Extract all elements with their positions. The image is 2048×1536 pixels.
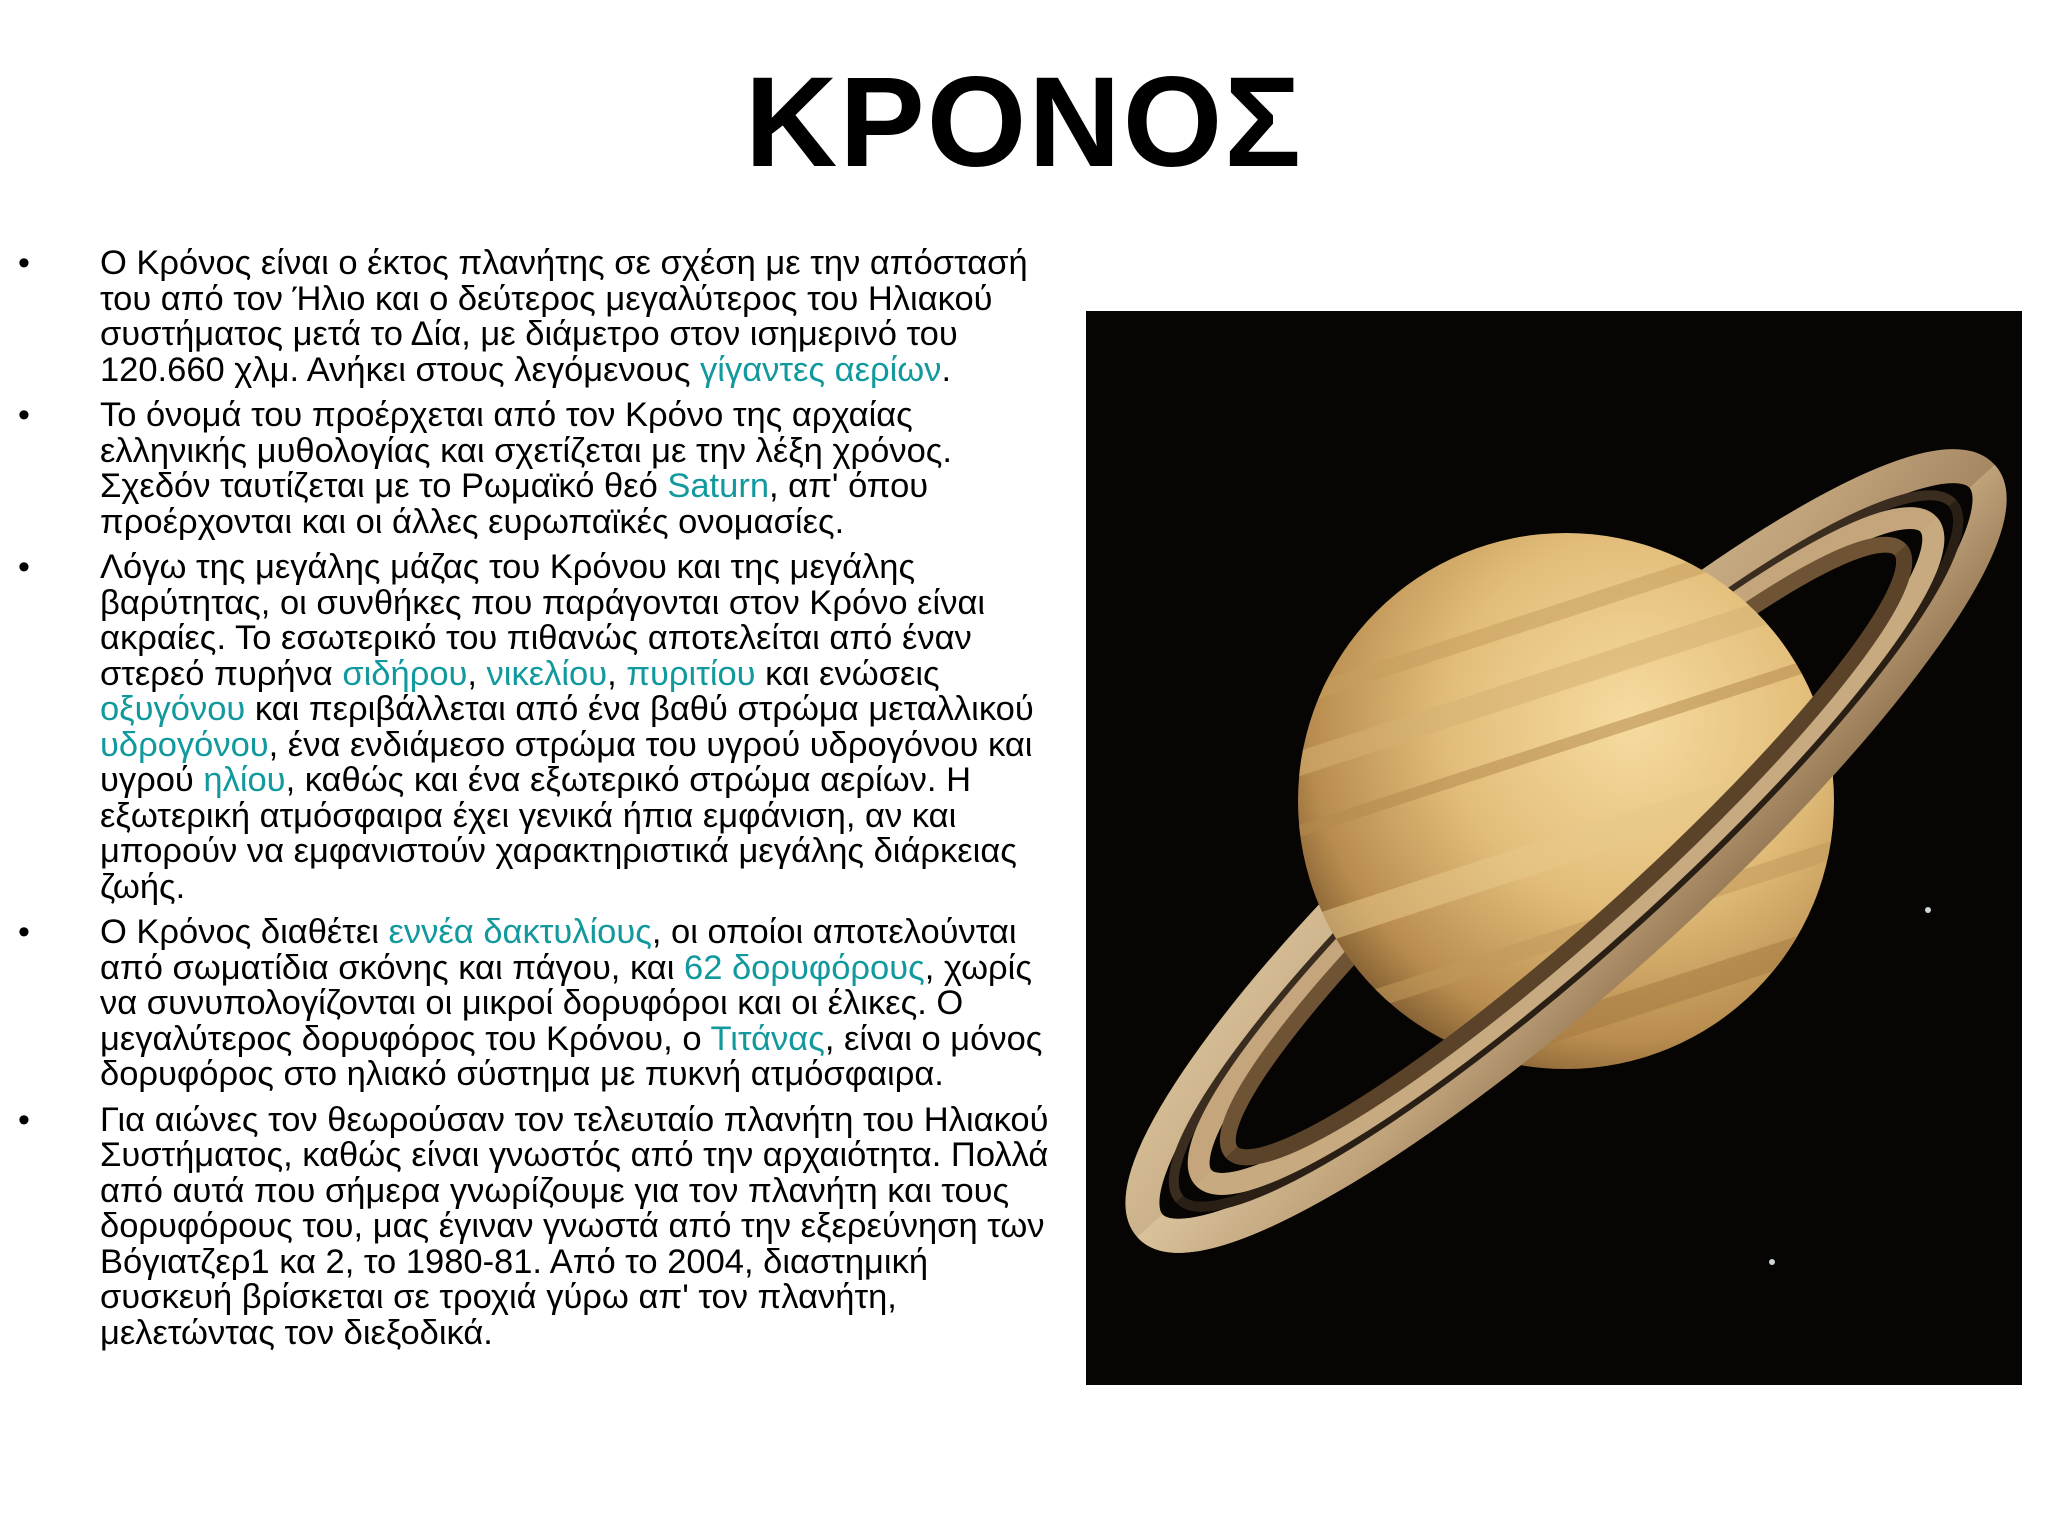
wiki-link[interactable]: εννέα δακτυλίους <box>388 913 652 951</box>
bullet-text: Το όνομά του προέρχεται από τον Κρόνο της αρχαίας ελληνικής μυθολογίας και σχετίζεται με την λέξη χρόνος. Σχεδόν ταυτίζεται με το Ρωμαϊκό θεό <box>100 396 953 505</box>
bullet-text: , καθώς και ένα εξωτερικό στρώμα αερίων. Η εξωτερική ατμόσφαιρα έχει γενικά ήπια εμφάνιση, αν και μπορούν να εμφανιστούν χαρακτηριστικά μεγάλης διάρκειας ζωής. <box>100 761 1017 906</box>
bullet-marker: • <box>18 548 30 586</box>
bullet-text: , χωρίς να συνυπολογίζονται οι μικροί δορυφόροι και οι έλικες. Ο μεγαλύτερος δορυφόρος του Κρόνου, ο <box>100 948 1032 1058</box>
wiki-link[interactable]: γίγαντες αερίων <box>700 350 942 389</box>
saturn-illustration <box>1086 311 2022 1385</box>
bullet-text: Ο Κρόνος είναι ο έκτος πλανήτης σε σχέση με την απόστασή του από τον Ήλιο και ο δεύτερος μεγαλύτερος του Ηλιακού συστήματος μετά το Δία, με διάμετρο στον ισημερινό του 120.660 χλμ. Ανήκει στους λεγόμενους <box>100 244 1028 389</box>
wiki-link[interactable]: σιδήρου <box>342 654 468 693</box>
bullet-marker: • <box>18 396 30 434</box>
bullet-text: , οι οποίοι αποτελούνται από σωματίδια σκόνης και πάγου, και <box>100 913 1017 987</box>
bullet-text: . <box>941 350 952 389</box>
bullet-text: , είναι ο μόνος δορυφόρος στο ηλιακό σύστημα με πυκνή ατμόσφαιρα. <box>100 1019 1043 1093</box>
wiki-link[interactable]: πυριτίου <box>626 654 756 693</box>
wiki-link[interactable]: Τιτάνας <box>710 1019 825 1058</box>
bullet-item <box>18 246 1058 388</box>
bullet-text: και περιβάλλεται από ένα βαθύ στρώμα μεταλλικού <box>245 690 1034 728</box>
bullet-item <box>18 550 1058 905</box>
wiki-link[interactable]: υδρογόνου <box>100 725 269 764</box>
wiki-link[interactable]: οξυγόνου <box>100 690 246 728</box>
bullet-text: , <box>467 654 487 693</box>
bullet-item <box>18 1100 1058 1352</box>
bullet-text: , ένα ενδιάμεσο στρώμα του υγρού υδρογόνου και υγρού <box>100 725 1033 799</box>
bullet-text: Λόγω της μεγάλης μάζας του Κρόνου και της μεγάλης βαρύτητας, οι συνθήκες που παράγονται στον Κρόνο είναι ακραίες. Το εσωτερικό του πιθανώς αποτελείται από έναν στερεό πυρήνα <box>100 548 986 693</box>
bullet-list <box>18 246 1058 1361</box>
slide-title: ΚΡΟΝΟΣ <box>744 51 1304 194</box>
bullet-item <box>18 915 1058 1093</box>
bullet-text: Ο Κρόνος διαθέτει <box>100 913 389 951</box>
bullet-item <box>18 398 1058 540</box>
bullet-marker: • <box>18 1100 30 1139</box>
bullet-text: και ενώσεις <box>755 654 940 693</box>
wiki-link[interactable]: νικελίου <box>486 654 608 693</box>
bullet-text: , απ' όπου προέρχονται και οι άλλες ευρωπαϊκές ονομασίες. <box>100 467 929 541</box>
saturn-image <box>1086 311 2022 1385</box>
bullet-marker: • <box>18 244 30 282</box>
wiki-link[interactable]: ηλίου <box>203 761 286 799</box>
bullet-text: Για αιώνες τον θεωρούσαν τον τελευταίο πλανήτη του Ηλιακού Συστήματος, καθώς είναι γνωστός από την αρχαιότητα. Πολλά από αυτά που σήμερα γνωρίζουμε για τον πλανήτη και τους δορυφόρους του, μας έγιναν γνωστά από την εξερεύνηση των Βόγιατζερ1 κα 2, το 1980-81. Από το 2004, διαστημική συσκευή βρίσκεται σε τροχιά γύρω απ' τον πλανήτη, μελετώντας τον διεξοδικά. <box>100 1100 1049 1352</box>
wiki-link[interactable]: Saturn <box>667 467 770 505</box>
bullet-marker: • <box>18 913 30 951</box>
wiki-link[interactable]: 62 δορυφόρους <box>684 948 925 987</box>
bullet-text: , <box>607 654 627 693</box>
